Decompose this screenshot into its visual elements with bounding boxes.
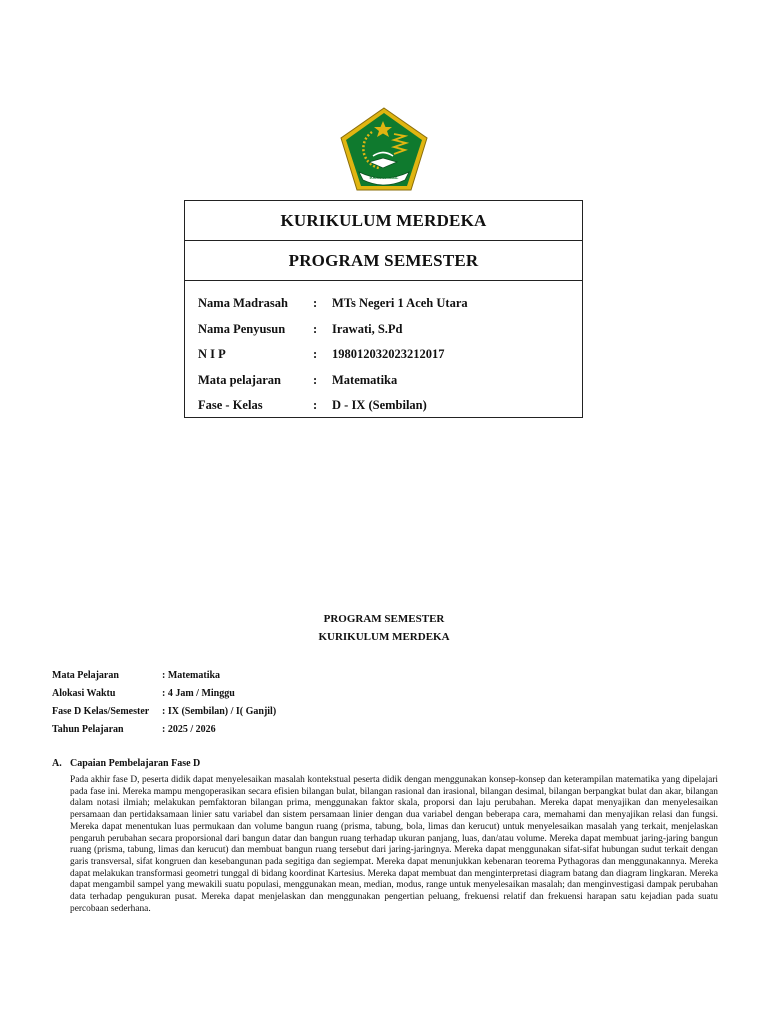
meta-value: : IX (Sembilan) / I( Ganjil) — [162, 705, 277, 717]
cover-box — [184, 200, 583, 418]
info-label: Nama Penyusun — [198, 321, 286, 336]
page2-heading: PROGRAM SEMESTER — [323, 613, 445, 625]
page2-subheading: KURIKULUM MERDEKA — [318, 631, 450, 643]
info-value: Irawati, S.Pd — [332, 321, 403, 336]
info-colon: : — [313, 347, 318, 362]
meta-row — [52, 684, 276, 702]
meta-value: : 4 Jam / Minggu — [162, 687, 235, 699]
info-value: Matematika — [332, 372, 398, 387]
meta-row — [52, 702, 276, 720]
info-colon: : — [313, 321, 318, 336]
info-label: N I P — [198, 347, 226, 362]
info-value: D - IX (Sembilan) — [332, 398, 427, 413]
info-row-penyusun — [198, 317, 582, 343]
meta-list — [52, 666, 276, 738]
info-value: 198012032023212017 — [332, 347, 445, 362]
info-colon: : — [313, 296, 318, 311]
meta-value: : Matematika — [162, 669, 221, 681]
meta-row — [52, 720, 276, 738]
meta-label: Alokasi Waktu — [52, 687, 116, 699]
meta-label: Mata Pelajaran — [52, 669, 119, 681]
info-colon: : — [313, 398, 318, 413]
info-row-madrasah — [198, 291, 582, 317]
kemenag-logo-icon — [339, 106, 429, 192]
info-label: Mata pelajaran — [198, 372, 281, 387]
section-a — [52, 758, 718, 915]
info-label: Fase - Kelas — [198, 398, 263, 413]
info-label: Nama Madrasah — [198, 296, 288, 311]
cover-info — [185, 281, 582, 419]
info-colon: : — [313, 372, 318, 387]
section-a-title — [52, 758, 718, 769]
cover-subtitle: PROGRAM SEMESTER — [185, 241, 582, 281]
info-row-fase — [198, 393, 582, 419]
section-title: Capaian Pembelajaran Fase D — [70, 758, 201, 769]
logo-ribbon-text: IKHLAS BERAMAL — [369, 176, 399, 180]
cover-title: KURIKULUM MERDEKA — [185, 201, 582, 241]
info-value: MTs Negeri 1 Aceh Utara — [332, 296, 468, 311]
section-a-body: Pada akhir fase D, peserta didik dapat menyelesaikan masalah kontekstual peserta didik dengan menggunakan konsep-konsep dan keterampilan matematika yang dipelajari pada fase ini. Mereka mampu mengoperasikan secara efisien bilangan bulat, bilangan rasional dan irasional, bilangan desimal, bilangan berpangkat bulat dan akar, bilangan dalam notasi ilmiah; melakukan pemfaktoran bilangan prima, menggunakan faktor skala, proporsi dan laju perubahan. Mereka dapat menyajikan dan menyelesaikan persamaan dan pertidaksamaan linier satu variabel dan sistem persamaan linier dengan dua variabel dengan beberapa cara, memahami dan menyajikan relasi dan fungsi. Mereka dapat menentukan luas permukaan dan volume bangun ruang (prisma, tabung, bola, limas dan kerucut) untuk menyelesaikan masalah yang terkait, menjelaskan pengaruh perubahan secara proporsional dari bangun datar dan bangun ruang terhadap ukuran panjang, luas, dan/atau volume. Mereka dapat membuat jaring-jaring bangun ruang (prisma, tabung, limas dan kerucut) dan membuat bangun ruang tersebut dari jaring-jaringnya. Mereka dapat menggunakan sifat-sifat hubungan sudut terkait dengan garis transversal, sifat kongruen dan kesebangunan pada segitiga dan segiempat. Mereka dapat menunjukkan kebenaran teorema Pythagoras dan menggunakannya. Mereka dapat melakukan transformasi geometri tunggal di bidang koordinat Kartesius. Mereka dapat membuat dan menginterpretasi diagram batang dan diagram lingkaran. Mereka dapat mengambil sampel yang mewakili suatu populasi, menggunakan mean, median, modus, range untuk menyelesaikan masalah; dan menginvestigasi dampak perubahan data terhadap pengukuran pusat. Mereka dapat menjelaskan dan menggunakan pengertian peluang, frekuensi relatif dan frekuensi harapan satu kejadian pada suatu percobaan sederhana. — [70, 775, 718, 914]
meta-row — [52, 666, 276, 684]
meta-label: Fase D Kelas/Semester — [52, 705, 150, 717]
info-row-mapel — [198, 368, 582, 394]
meta-label: Tahun Pelajaran — [52, 723, 124, 735]
meta-value: : 2025 / 2026 — [162, 723, 216, 735]
info-row-nip — [198, 342, 582, 368]
section-letter: A. — [52, 758, 62, 769]
